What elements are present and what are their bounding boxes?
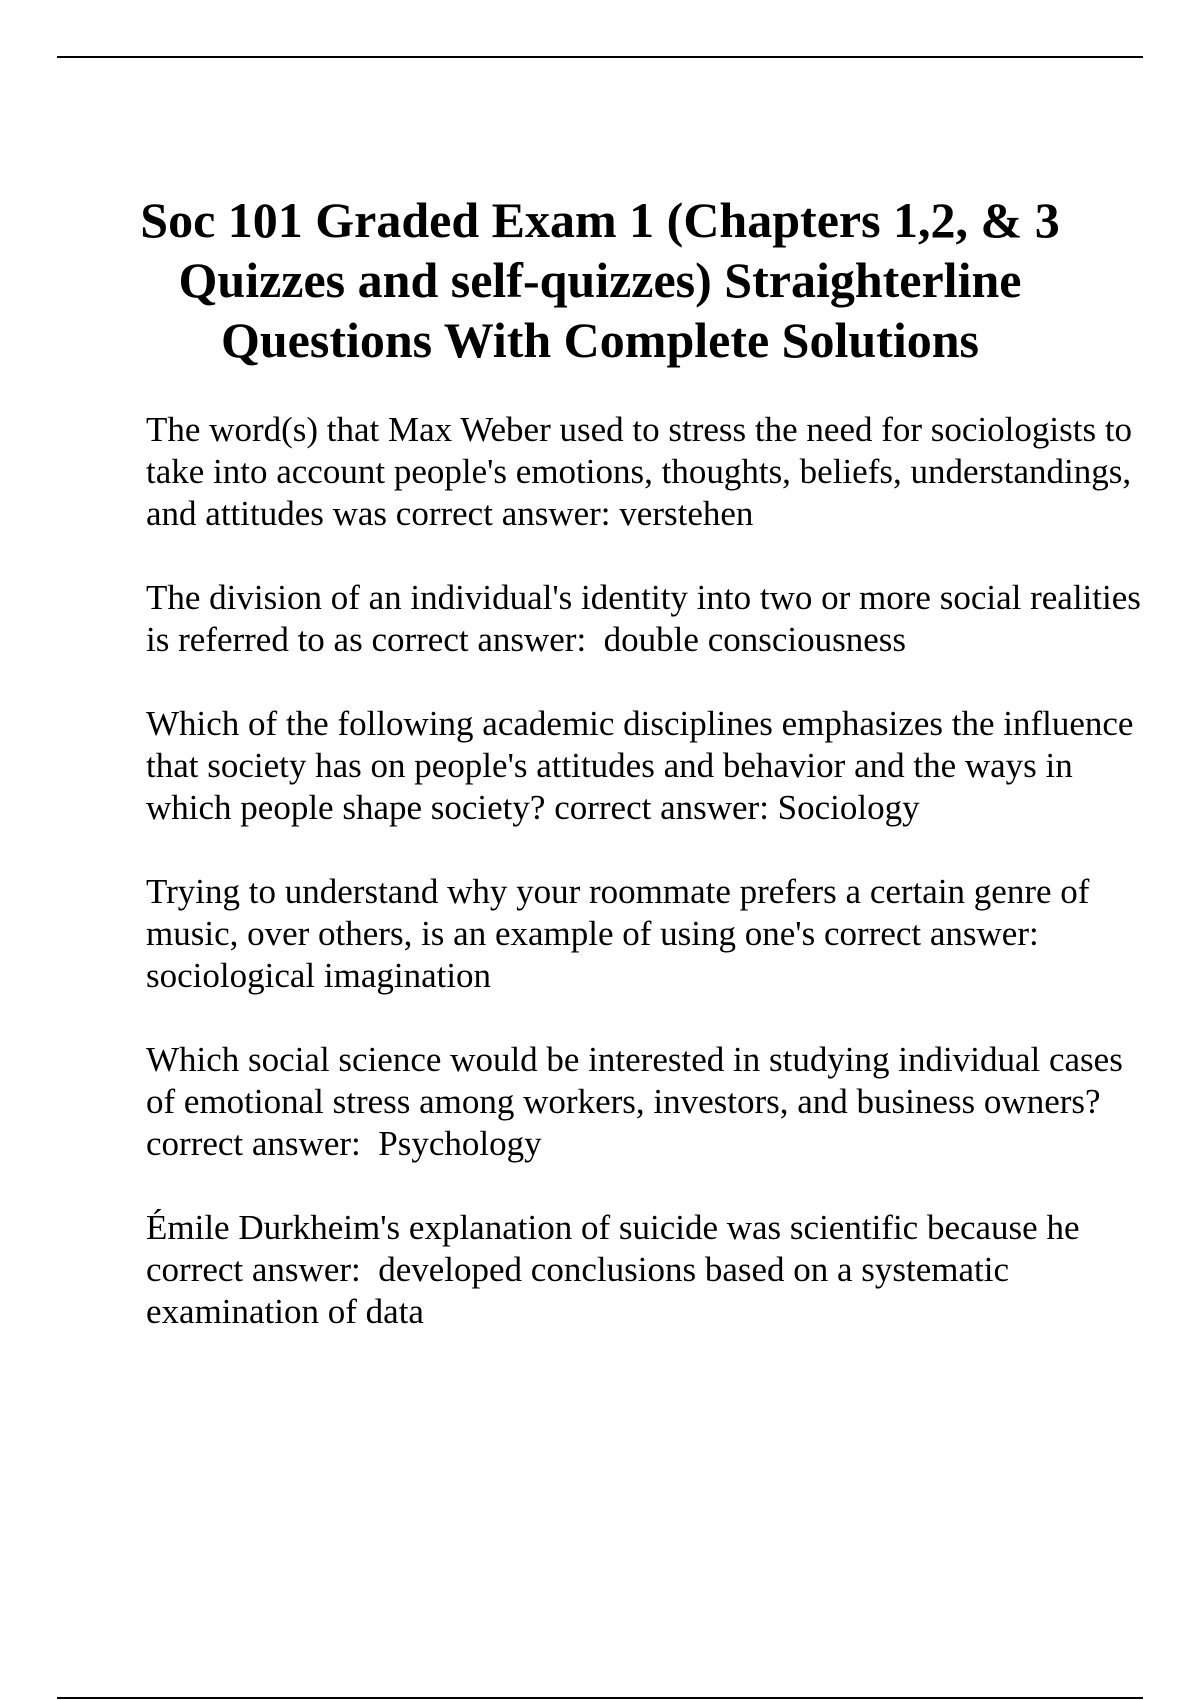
- question-answer-1: The word(s) that Max Weber used to stress the need for sociologists to take into account people's emotions, thoughts, beliefs, understandings, and attitudes was correct answer: verstehen: [146, 410, 1141, 533]
- document-title: Soc 101 Graded Exam 1 (Chapters 1,2, & 3 Quizzes and self-quizzes) Straighterline Questions With Complete Solutions: [140, 192, 1060, 368]
- question-answer-3: Which of the following academic disciplines emphasizes the influence that society has on people's attitudes and behavior and the ways in which people shape society? correct answer: Sociology: [146, 704, 1143, 827]
- question-answer-6: Émile Durkheim's explanation of suicide was scientific because he correct answer: developed conclusions based on a systematic examination of data: [146, 1208, 1089, 1331]
- question-answer-5: Which social science would be interested in studying individual cases of emotional stress among workers, investors, and business owners? correct answer: Psychology: [146, 1040, 1132, 1163]
- question-answer-4: Trying to understand why your roommate prefers a certain genre of music, over others, is an example of using one's correct answer: sociological imagination: [146, 872, 1099, 995]
- bottom-divider: [57, 1697, 1143, 1699]
- question-list: [146, 409, 1150, 1375]
- question-answer-2: The division of an individual's identity into two or more social realities is referred to as correct answer: double consciousness: [146, 578, 1150, 659]
- top-divider: [57, 56, 1143, 58]
